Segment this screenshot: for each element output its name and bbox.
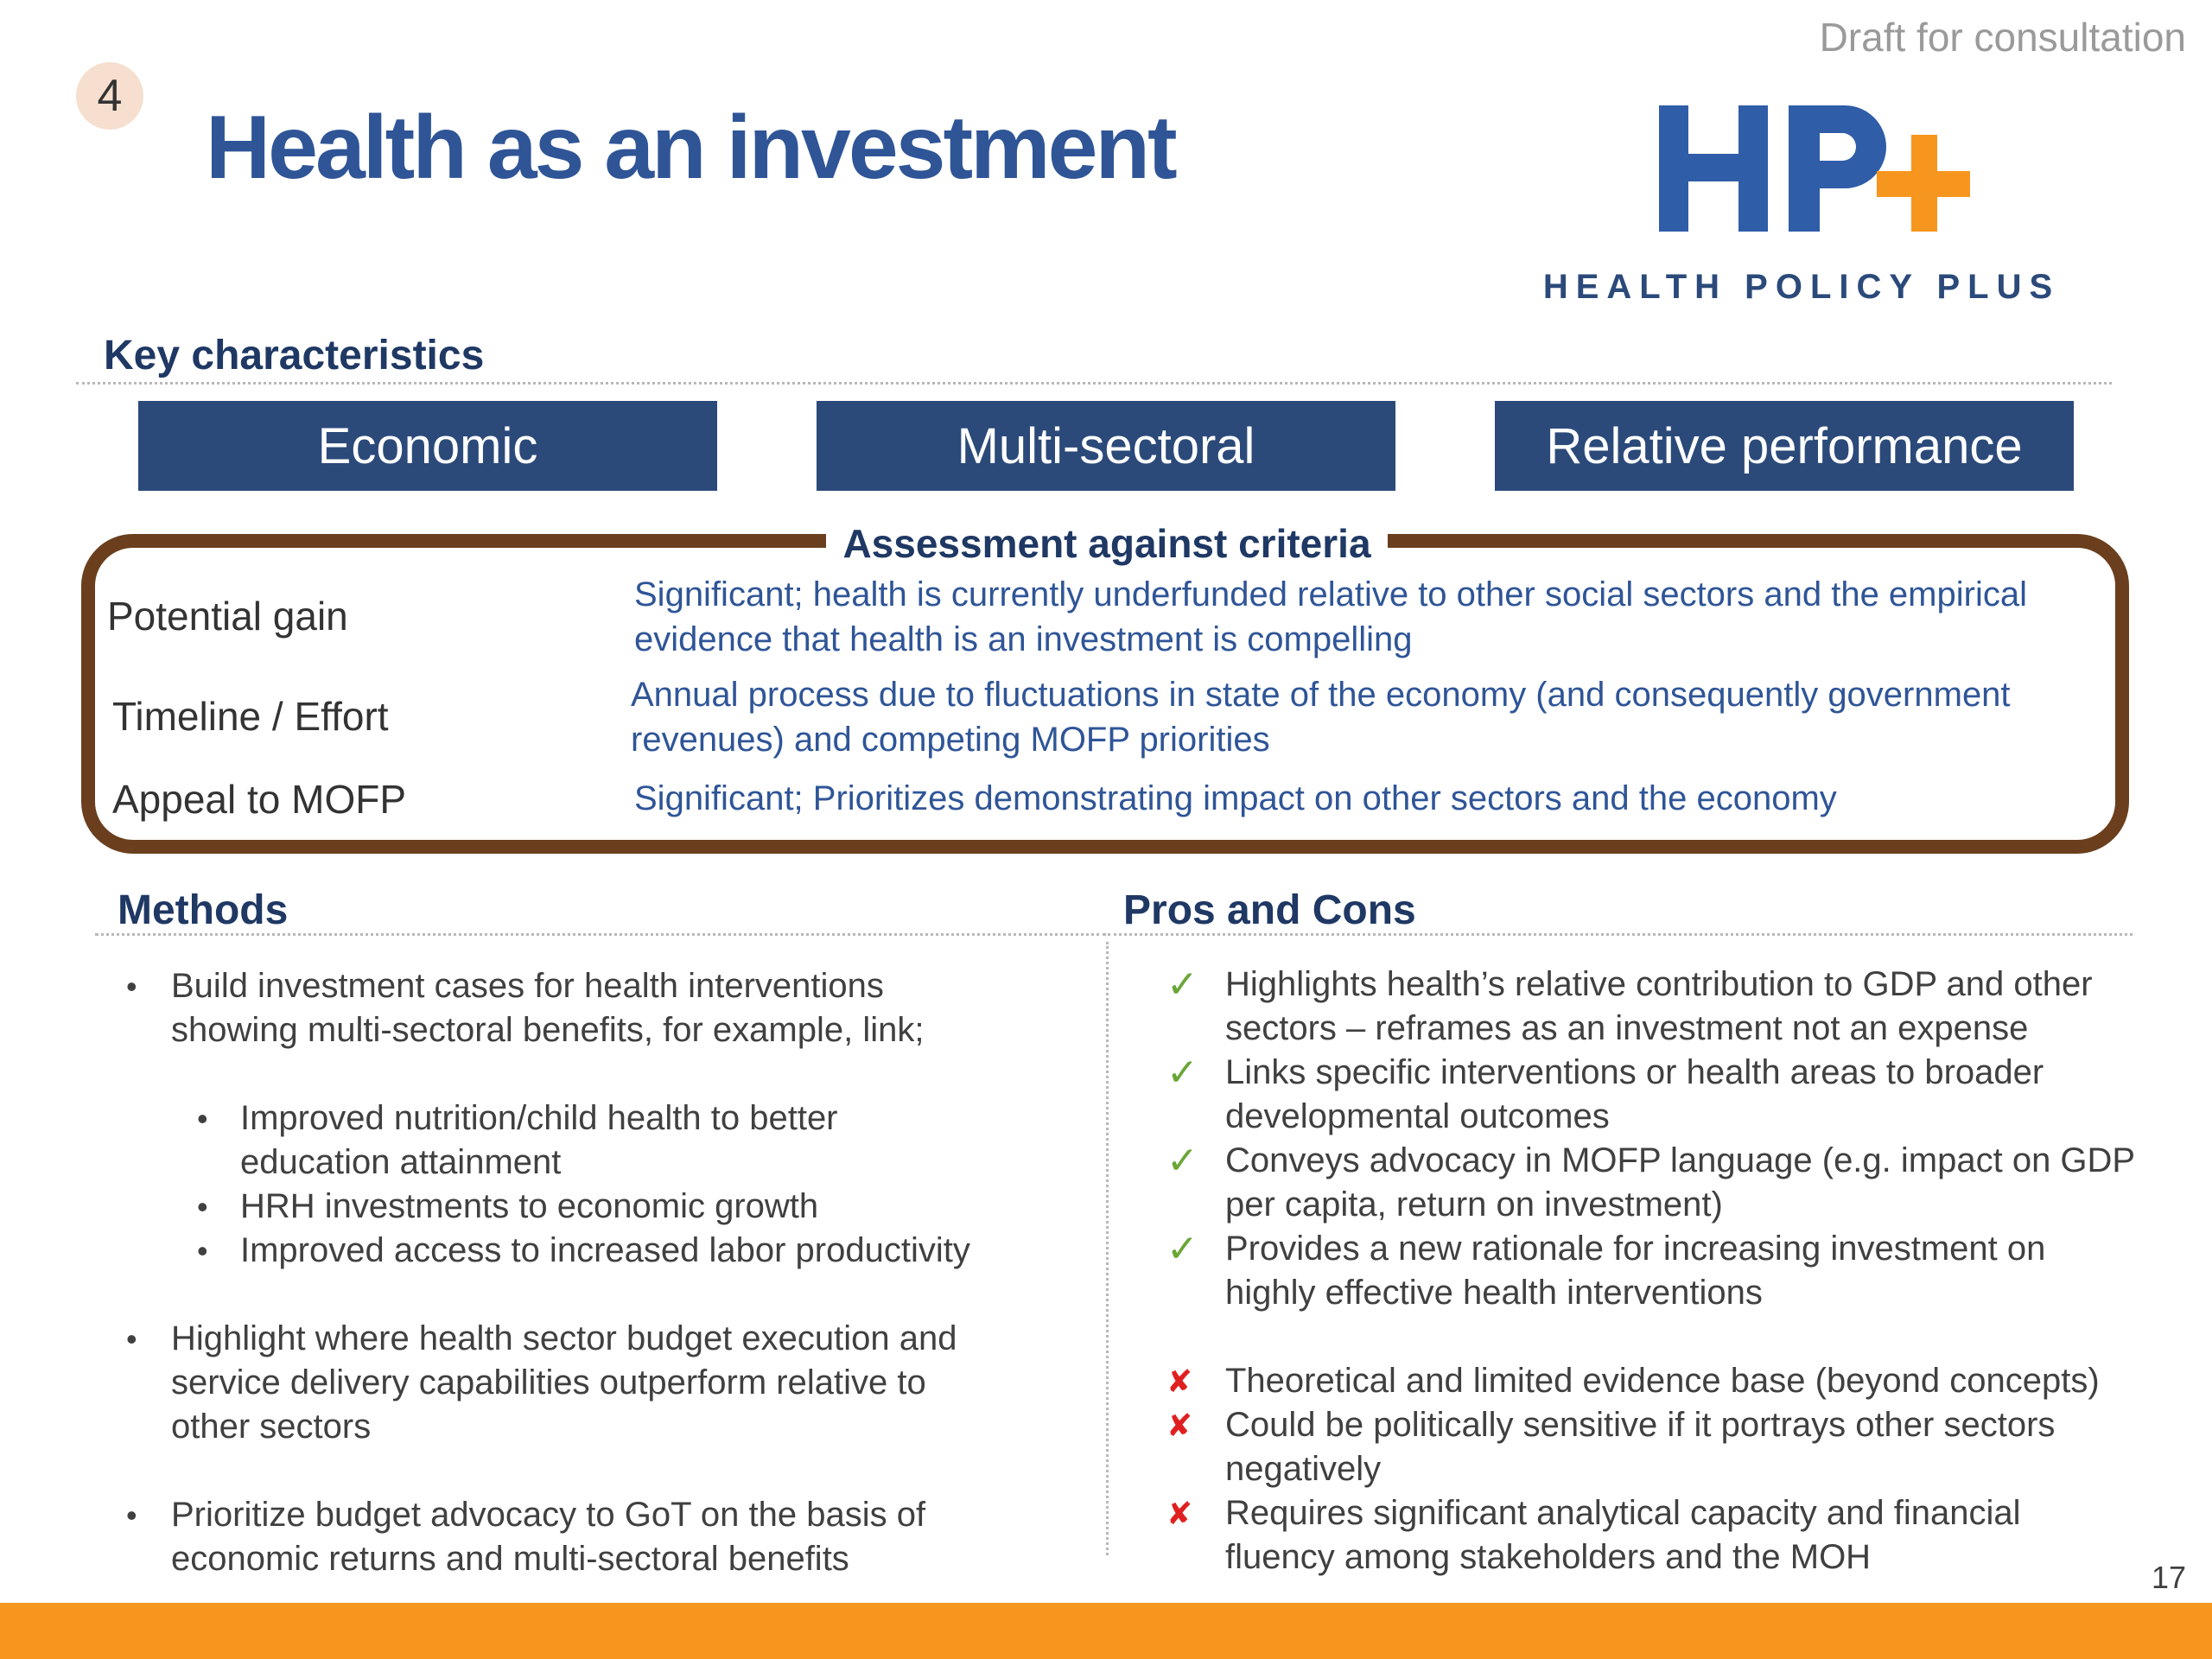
list-item-line: Highlight where health sector budget execution and xyxy=(171,1319,957,1357)
con-line: negatively xyxy=(1225,1450,1382,1488)
slide-marker-text: 4 xyxy=(97,71,123,121)
footer-bar xyxy=(0,1603,2212,1659)
pro-line: highly effective health interventions xyxy=(1225,1274,1763,1312)
criteria-value-line: Annual process due to fluctuations in state of the economy (and consequently government xyxy=(631,676,2011,714)
con-line: Requires significant analytical capacity and financial xyxy=(1225,1494,2021,1532)
pro-line: Links specific interventions or health areas to broader xyxy=(1225,1053,2044,1091)
list-item-line: Improved nutrition/child health to better xyxy=(240,1099,838,1137)
con-item-continued xyxy=(1158,1535,2135,1580)
con-line: Could be politically sensitive if it portrays other sectors xyxy=(1225,1406,2056,1444)
check-icon: ✓ xyxy=(1166,1228,1198,1270)
criteria-label-potential-gain: Potential gain xyxy=(107,594,348,639)
pro-line: Conveys advocacy in MOFP language (e.g. impact on GDP xyxy=(1225,1141,2136,1179)
cross-icon: ✘ xyxy=(1166,1408,1193,1443)
con-line: Theoretical and limited evidence base (beyond concepts) xyxy=(1225,1362,2100,1400)
characteristic-label: Economic xyxy=(317,417,538,474)
page-number: 17 xyxy=(2151,1560,2186,1595)
list-item xyxy=(126,1493,970,1581)
characteristic-box-relative-performance xyxy=(1495,401,2074,491)
list-item-line: education attainment xyxy=(240,1143,562,1181)
pro-item-continued xyxy=(1158,1007,2135,1051)
pro-line: developmental outcomes xyxy=(1225,1097,1610,1135)
criteria-value-appeal-to-mofp xyxy=(634,776,2212,821)
pro-line: sectors – reframes as an investment not an expense xyxy=(1225,1009,2029,1047)
check-icon: ✓ xyxy=(1166,1052,1198,1094)
hp-plus-logo-mark xyxy=(1659,95,1970,242)
criteria-value-line: Significant; health is currently underfunded relative to other social sectors and the empirical xyxy=(634,575,2027,613)
key-characteristics-heading: Key characteristics xyxy=(104,333,485,378)
bullet-icon: • xyxy=(126,1321,137,1357)
pro-item-continued xyxy=(1158,1271,2135,1315)
characteristic-box-multi-sectoral xyxy=(817,401,1395,491)
bullet-icon: • xyxy=(197,1189,208,1224)
check-icon: ✓ xyxy=(1166,963,1198,1006)
bullet-icon: • xyxy=(197,1101,208,1136)
criteria-value-line: revenues) and competing MOFP priorities xyxy=(631,721,1270,759)
pro-line: Highlights health’s relative contribution to GDP and other xyxy=(1225,965,2093,1003)
page-title: Health as an investment xyxy=(206,98,1175,198)
pro-item xyxy=(1158,1227,2135,1271)
sub-list-item xyxy=(126,1229,970,1273)
pro-line: per capita, return on investment) xyxy=(1225,1185,1723,1224)
pros-and-cons-rule xyxy=(1108,933,2133,936)
pro-item xyxy=(1158,1051,2135,1095)
list-item-line: Build investment cases for health interventions xyxy=(171,967,884,1005)
column-divider xyxy=(1106,942,1109,1555)
draft-label: Draft for consultation xyxy=(1819,15,2186,60)
spacer xyxy=(1158,1315,2135,1359)
criteria-value-timeline-effort xyxy=(631,672,2212,762)
characteristic-label: Relative performance xyxy=(1546,417,2023,474)
health-policy-plus-logo xyxy=(1521,95,2082,328)
con-item xyxy=(1158,1403,2135,1447)
characteristic-box-economic xyxy=(138,401,717,491)
bullet-icon: • xyxy=(197,1233,208,1268)
cross-icon: ✘ xyxy=(1166,1496,1193,1531)
con-item-continued xyxy=(1158,1447,2135,1491)
check-icon: ✓ xyxy=(1166,1140,1198,1182)
con-line: fluency among stakeholders and the MOH xyxy=(1225,1538,1872,1576)
assessment-heading: Assessment against criteria xyxy=(826,515,1388,572)
slide-marker-badge xyxy=(76,62,143,130)
methods-rule xyxy=(95,933,1106,936)
methods-heading: Methods xyxy=(118,887,289,933)
pro-item xyxy=(1158,963,2135,1007)
bullet-icon: • xyxy=(126,969,137,1004)
list-item-line: showing multi-sectoral benefits, for example, link; xyxy=(171,1011,925,1049)
list-item-line: other sectors xyxy=(171,1408,372,1446)
cross-icon: ✘ xyxy=(1166,1363,1193,1399)
key-characteristics-rule xyxy=(76,382,2112,385)
list-item-line: Prioritize budget advocacy to GoT on the basis of xyxy=(171,1496,926,1534)
criteria-value-line: evidence that health is an investment is compelling xyxy=(634,620,1413,658)
bullet-icon: • xyxy=(126,1497,137,1533)
characteristic-label: Multi-sectoral xyxy=(957,417,1255,474)
pro-item-continued xyxy=(1158,1183,2135,1227)
list-item-line: economic returns and multi-sectoral benefits xyxy=(171,1540,849,1578)
pro-item-continued xyxy=(1158,1095,2135,1139)
criteria-value-potential-gain xyxy=(634,572,2212,662)
pros-and-cons-heading: Pros and Cons xyxy=(1123,887,1416,933)
sub-list-item xyxy=(126,1096,970,1185)
pros-and-cons-list xyxy=(1158,963,2135,1580)
criteria-value-line: Significant; Prioritizes demonstrating impact on other sectors and the economy xyxy=(634,779,1837,817)
list-item-line: HRH investments to economic growth xyxy=(240,1187,819,1225)
con-item xyxy=(1158,1491,2135,1535)
list-item-line: Improved access to increased labor productivity xyxy=(240,1231,970,1269)
list-item xyxy=(126,1317,970,1449)
con-item xyxy=(1158,1359,2135,1403)
pro-line: Provides a new rationale for increasing investment on xyxy=(1225,1230,2046,1268)
methods-list xyxy=(126,964,970,1581)
list-item xyxy=(126,964,970,1052)
list-item-line: service delivery capabilities outperform relative to xyxy=(171,1363,926,1402)
logo-text: HEALTH POLICY PLUS xyxy=(1542,268,2061,306)
criteria-label-appeal-to-mofp: Appeal to MOFP xyxy=(112,777,407,822)
pro-item xyxy=(1158,1139,2135,1183)
sub-list-item xyxy=(126,1185,970,1229)
criteria-label-timeline-effort: Timeline / Effort xyxy=(112,694,389,739)
